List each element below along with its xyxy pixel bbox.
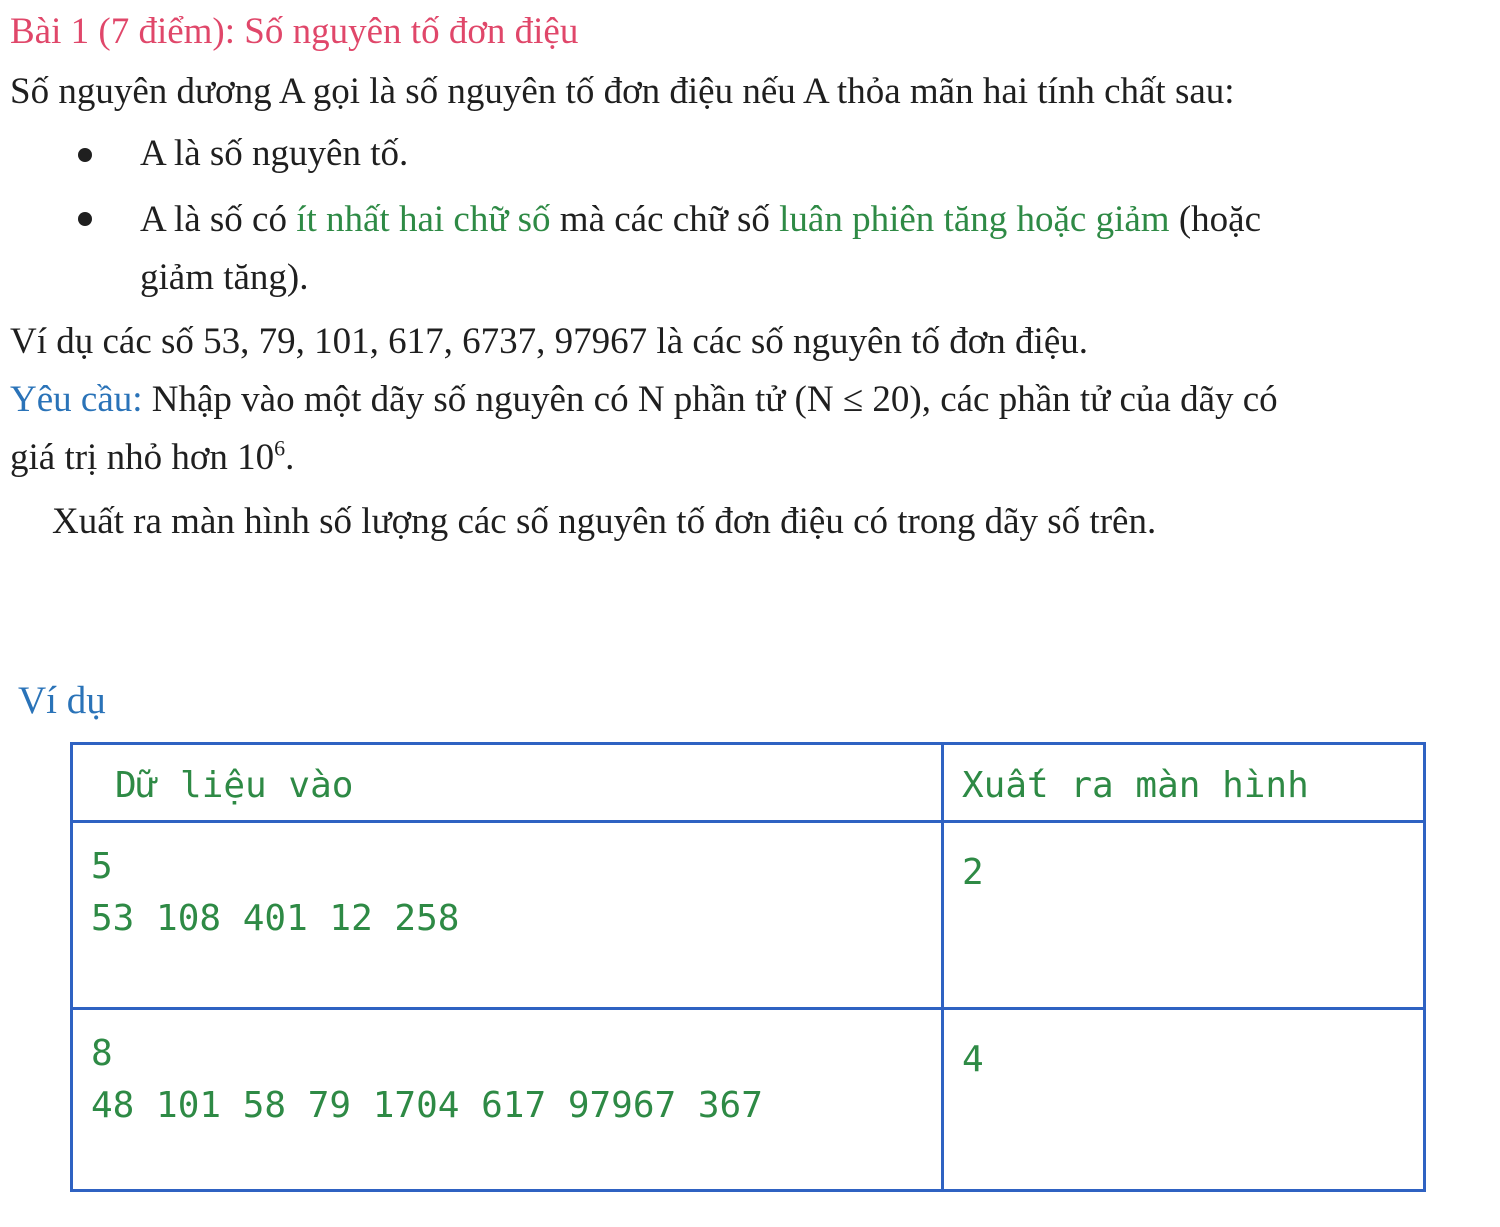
input-count: 5: [91, 846, 113, 887]
bullet-continuation: giảm tăng).: [140, 257, 309, 298]
requirement-line2: [10, 436, 294, 480]
highlight-at-least-two-digits: ít nhất hai chữ số: [296, 199, 551, 240]
input-cell: [72, 822, 943, 1009]
requirement-line2-end: .: [285, 437, 295, 478]
output-value: 4: [962, 1039, 984, 1080]
bullet-item-alternating: [140, 198, 1261, 242]
example-sentence: Ví dụ các số 53, 79, 101, 617, 6737, 97967 là các số nguyên tố đơn điệu.: [10, 321, 1089, 362]
bullet-icon: [78, 212, 92, 226]
intro-paragraph: Số nguyên dương A gọi là số nguyên tố đơn điệu nếu A thỏa mãn hai tính chất sau:: [10, 71, 1235, 112]
header-input: Dữ liệu vào: [72, 744, 943, 822]
header-output: Xuất ra màn hình: [943, 744, 1425, 822]
problem-title: Bài 1 (7 điểm): Số nguyên tố đơn điệu: [10, 11, 579, 52]
requirement-text: Nhập vào một dãy số nguyên có N phần tử (N ≤ 20), các phần tử của dãy có: [142, 379, 1278, 420]
input-count: 8: [91, 1033, 113, 1074]
table-row: [72, 822, 1425, 1009]
bullet-text: (hoặc: [1169, 199, 1262, 240]
table-header-row: [72, 744, 1425, 822]
output-cell: [943, 822, 1425, 1009]
highlight-alternating: luân phiên tăng hoặc giảm: [779, 199, 1170, 240]
bullet-text: mà các chữ số: [550, 199, 780, 240]
output-value: 2: [962, 852, 984, 893]
table-row: [72, 1009, 1425, 1191]
bullet-item-prime: A là số nguyên tố.: [140, 133, 409, 174]
requirement-line2-text: giá trị nhỏ hơn 10: [10, 437, 275, 478]
bullet-text: A là số có: [140, 199, 297, 240]
examples-table: [70, 742, 1426, 1192]
bullet-icon: [78, 148, 92, 162]
examples-label: Ví dụ: [18, 679, 106, 722]
requirement-label: Yêu cầu:: [10, 379, 143, 420]
requirement-paragraph: [10, 378, 1278, 422]
exponent: 6: [274, 435, 286, 461]
input-cell: [72, 1009, 943, 1191]
input-values: 48 101 58 79 1704 617 97967 367: [91, 1085, 763, 1126]
output-cell: [943, 1009, 1425, 1191]
output-instruction: Xuất ra màn hình số lượng các số nguyên tố đơn điệu có trong dãy số trên.: [52, 501, 1157, 542]
input-values: 53 108 401 12 258: [91, 898, 460, 939]
